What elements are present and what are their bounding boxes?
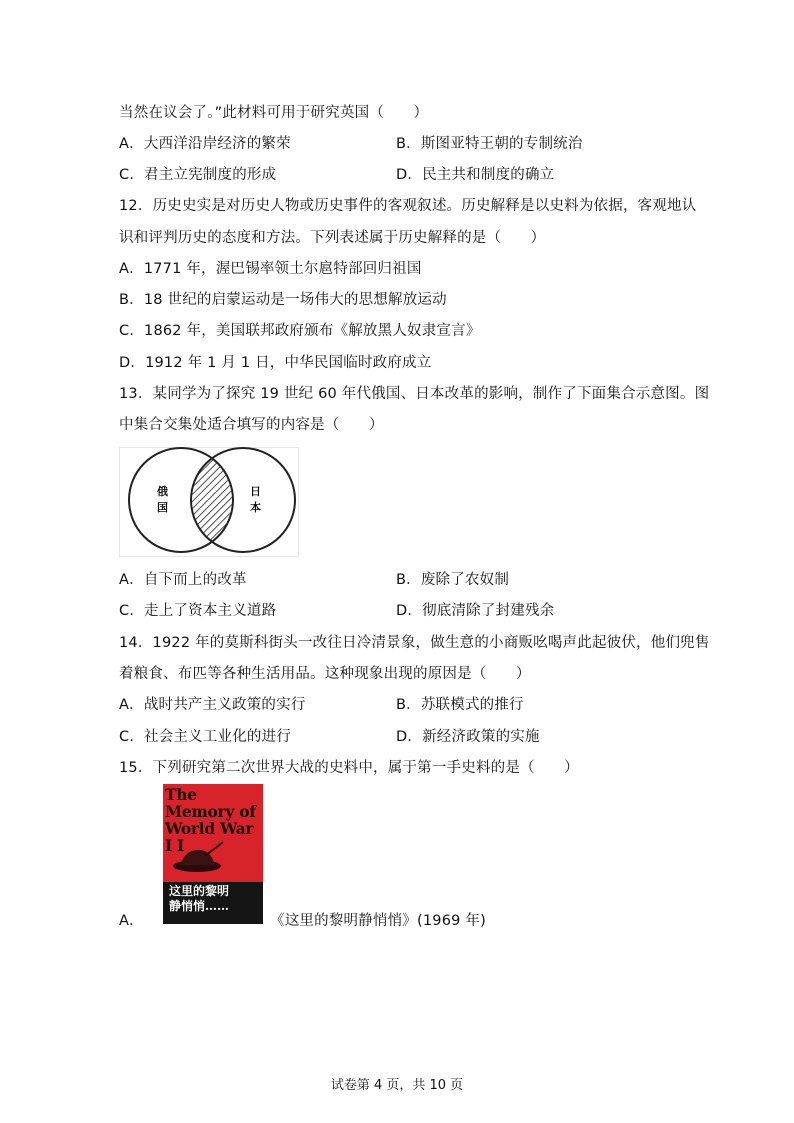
q14-option-c: C．社会主义工业化的进行 <box>119 729 292 745</box>
q12-stem-line2: 识和评判历史的态度和方法。下列表述属于历史解释的是（ ） <box>119 230 546 246</box>
book-cover-cn-line1: 这里的黎明 <box>169 884 230 898</box>
q14-option-d: D．新经济政策的实施 <box>396 729 540 745</box>
venn-diagram <box>119 447 299 557</box>
q15-option-a-label: A． <box>119 913 144 929</box>
q14-option-a: A．战时共产主义政策的实行 <box>119 697 306 713</box>
q13-option-d: D．彻底清除了封建残余 <box>396 603 555 619</box>
helmet-illustration <box>171 834 231 878</box>
q11-option-b: B．斯图亚特王朝的专制统治 <box>396 136 583 152</box>
q11-option-d: D．民主共和制度的确立 <box>396 167 555 183</box>
q14-stem-line2: 着粮食、布匹等各种生活用品。这种现象出现的原因是（ ） <box>119 666 531 682</box>
q12-option-c: C．1862 年，美国联邦政府颁布《解放黑人奴隶宣言》 <box>119 323 481 339</box>
q11-option-c: C．君主立宪制度的形成 <box>119 167 277 183</box>
q13-stem-line2: 中集合交集处适合填写的内容是（ ） <box>119 417 384 433</box>
book-cover-title-line2: World War I I <box>165 819 254 855</box>
q12-option-b: B．18 世纪的启蒙运动是一场伟大的思想解放运动 <box>119 292 447 308</box>
q12-option-d: D．1912 年 1 月 1 日，中华民国临时政府成立 <box>119 355 432 371</box>
q11-stem-tail: 当然在议会了。”此材料可用于研究英国（ ） <box>119 105 429 121</box>
book-cover-cn-line2: 静悄悄…… <box>169 899 230 913</box>
venn-left-label-2: 国 <box>157 501 168 514</box>
venn-left-label-1: 俄 <box>157 485 168 498</box>
q12-stem-line1: 12．历史史实是对历史人物或历史事件的客观叙述。历史解释是以史料为依据，客观地认 <box>119 198 697 214</box>
q13-option-b: B．废除了农奴制 <box>396 572 510 588</box>
q13-option-c: C．走上了资本主义道路 <box>119 603 277 619</box>
q15-option-a-caption: 《这里的黎明静悄悄》(1969 年) <box>270 913 486 929</box>
q15-stem: 15．下列研究第二次世界大战的史料中，属于第一手史料的是（ ） <box>119 760 579 776</box>
book-cover-image <box>163 784 263 924</box>
book-cover-title-line1: The Memory of <box>165 785 256 821</box>
venn-right-label-1: 日 <box>250 485 261 498</box>
venn-right-label-2: 本 <box>250 501 261 514</box>
page-footer: 试卷第 4 页，共 10 页 <box>330 1078 464 1093</box>
q14-option-b: B．苏联模式的推行 <box>396 697 524 713</box>
book-cover-cn-title <box>169 884 259 914</box>
q13-option-a: A．自下而上的改革 <box>119 572 247 588</box>
q13-stem-line1: 13．某同学为了探究 19 世纪 60 年代俄国、日本改革的影响，制作了下面集合示意图。图 <box>119 386 710 402</box>
q12-option-a: A．1771 年，渥巴锡率领土尔扈特部回归祖国 <box>119 261 422 277</box>
q11-option-a: A．大西洋沿岸经济的繁荣 <box>119 136 291 152</box>
q14-stem-line1: 14．1922 年的莫斯科街头一改往日冷清景象，做生意的小商贩吆喝声此起彼伏，他们兜售 <box>119 635 710 651</box>
